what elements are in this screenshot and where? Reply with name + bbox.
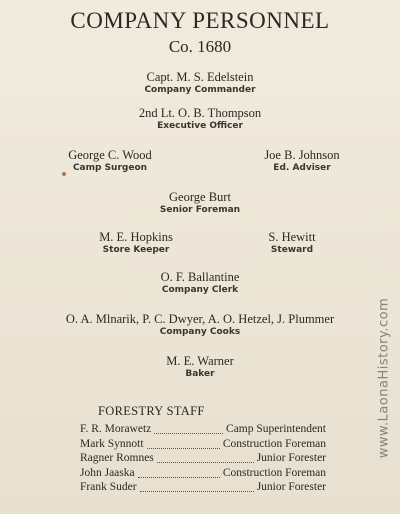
- cooks-role: Company Cooks: [159, 327, 241, 337]
- commander-entry: [0, 70, 400, 95]
- page-title: COMPANY PERSONNEL: [70, 8, 330, 33]
- leader-dots: [138, 476, 220, 478]
- cooks-names: O. A. Mlnarik, P. C. Dwyer, A. O. Hetzel, J. Plummer: [65, 312, 335, 326]
- staff-row: [80, 481, 326, 495]
- staff-job: Construction Foreman: [222, 467, 326, 479]
- executive-role: Executive Officer: [157, 121, 243, 131]
- storekeeper-entry: [66, 230, 206, 255]
- forestry-staff-heading: FORESTRY STAFF: [98, 404, 205, 418]
- clerk-name: O. F. Ballantine: [160, 270, 240, 284]
- steward-name: S. Hewitt: [268, 230, 316, 244]
- leader-dots: [157, 461, 254, 463]
- foreman-role: Senior Foreman: [159, 205, 241, 215]
- clerk-entry: [0, 270, 400, 295]
- cooks-entry: [0, 312, 400, 337]
- steward-role: Steward: [270, 245, 314, 255]
- clerk-role: Company Clerk: [161, 285, 239, 295]
- watermark-text: www.LaonaHistory.com: [376, 297, 392, 459]
- adviser-entry: [232, 148, 372, 173]
- adviser-role: Ed. Adviser: [273, 163, 331, 173]
- executive-name: 2nd Lt. O. B. Thompson: [138, 106, 262, 120]
- staff-job: Camp Superintendent: [226, 423, 326, 435]
- staff-job: Junior Forester: [256, 481, 326, 493]
- staff-row: [80, 423, 326, 437]
- baker-name: M. E. Warner: [166, 354, 234, 368]
- staff-row: [80, 467, 326, 481]
- staff-job: Construction Foreman: [222, 438, 326, 450]
- storekeeper-name: M. E. Hopkins: [99, 230, 173, 244]
- staff-name: John Jaaska: [80, 467, 135, 479]
- surgeon-role: Camp Surgeon: [72, 163, 148, 173]
- storekeeper-role: Store Keeper: [102, 245, 170, 255]
- company-number: Co. 1680: [168, 37, 232, 56]
- baker-entry: [0, 354, 400, 379]
- leader-dots: [147, 447, 220, 449]
- staff-row: [80, 452, 326, 466]
- baker-role: Baker: [185, 369, 215, 379]
- staff-name: F. R. Morawetz: [80, 423, 152, 435]
- website-watermark: [370, 258, 398, 498]
- commander-name: Capt. M. S. Edelstein: [146, 70, 254, 84]
- surgeon-entry: [40, 148, 180, 173]
- leader-dots: [140, 490, 254, 492]
- surgeon-name: George C. Wood: [68, 148, 152, 162]
- staff-name: Frank Suder: [80, 481, 137, 493]
- commander-role: Company Commander: [144, 85, 256, 95]
- foreman-name: George Burt: [169, 190, 231, 204]
- staff-name: Ragner Romnes: [80, 452, 154, 464]
- adviser-name: Joe B. Johnson: [264, 148, 340, 162]
- leader-dots: [154, 432, 223, 434]
- paper-spot: [62, 172, 66, 176]
- staff-job: Junior Forester: [256, 452, 326, 464]
- foreman-entry: [0, 190, 400, 215]
- staff-name: Mark Synnott: [80, 438, 144, 450]
- staff-row: [80, 438, 326, 452]
- executive-entry: [0, 106, 400, 131]
- steward-entry: [232, 230, 352, 255]
